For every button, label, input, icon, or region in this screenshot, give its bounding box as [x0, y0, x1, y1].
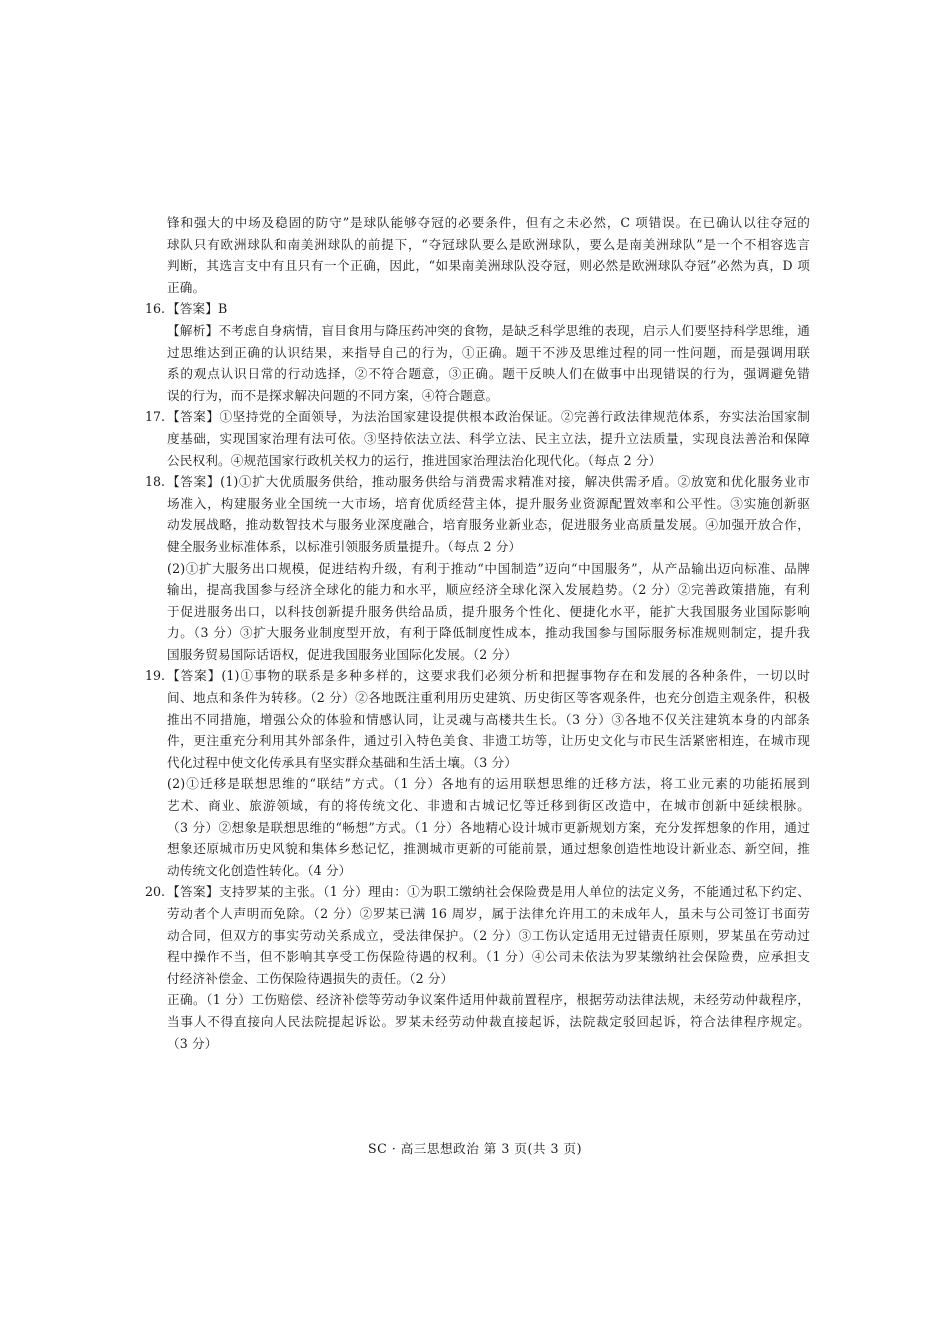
question-number: 16.	[145, 301, 166, 317]
answer-line: 【答案】(1)①事物的联系是多种多样的，这要求我们必须分析和把握事物存在和发展的各种条件，一切以时	[167, 668, 810, 684]
answer-line: 动传统文化创造性转化。（4 分）	[167, 862, 352, 878]
answer-line: 【答案】①坚持党的全面领导，为法治国家建设提供根本政治保证。②完善行政法律规范体系，夯实法治国家制	[167, 409, 810, 425]
analysis-line: 系的观点认识日常的行动选择，②不符合题意，③正确。题干反映人们在做事中出现错误的行为，强调避免错	[167, 366, 810, 382]
answer-line: 当事人不得直接向人民法院提起诉讼。罗某未经劳动仲裁直接起诉，法院裁定驳回起诉，符合法律程序规定。	[167, 1013, 810, 1029]
question-16	[145, 298, 810, 406]
answer-line: （3 分）	[167, 1035, 218, 1051]
question-number: 19.	[145, 668, 166, 684]
question-18	[145, 471, 810, 665]
analysis-line: 误的行为，而不是探求解决问题的不同方案，④符合题意。	[167, 387, 499, 403]
text-line: 判断，其选言支中有且只有一个正确，因此，“如果南美洲球队没夺冠，则必然是欧洲球队夺冠”必然为真，D 项	[167, 258, 810, 274]
answer-line: 健全服务业标准体系，以标准引领服务质量提升。（每点 2 分）	[167, 538, 522, 554]
answer-line: 程中操作不当，但不影响其享受工伤保险待遇的权利。（1 分）④公司未依法为罗某缴纳社会保险费，应承担支	[167, 949, 810, 965]
question-20	[145, 881, 810, 1054]
question-number: 17.	[145, 409, 166, 425]
page-footer: SC · 高三思想政治 第 3 页(共 3 页)	[367, 1141, 583, 1156]
answer-content	[145, 212, 810, 1054]
answer-line: 度基础，实现国家治理有法可依。③坚持依法立法、科学立法、民主立法，提升立法质量，实现良法善治和保障	[167, 430, 810, 446]
answer-line: 劳动者个人声明而免除。（2 分）②罗某已满 16 周岁，属于法律允许用工的未成年人，虽未与公司签订书面劳	[167, 906, 810, 921]
question-number: 20.	[145, 884, 166, 900]
answer-line: 【答案】B	[167, 301, 228, 317]
answer-line: 输出，提高我国参与经济全球化的能力和水平，顺应经济全球化深入发展趋势。（2 分）②完善政策措施，有利	[167, 582, 810, 598]
analysis-line: 过思维达到正确的认识结果，来指导自己的行为，①正确。题干不涉及思维过程的同一性问题，而是强调用联	[167, 344, 810, 360]
answer-line: 公民权利。④规范国家行政机关权力的运行，推进国家治理法治化现代化。（每点 2 分）	[167, 452, 662, 468]
answer-line: 想象还原城市历史风貌和集体乡愁记忆，推测城市更新的可能前景，通过想象创造性地设计新业态、新空间，推	[167, 841, 810, 857]
answer-line: 艺术、商业、旅游领域，有的将传统文化、非遗和古城记忆等迁移到街区改造中，在城市创新中延续根脉。	[167, 798, 810, 814]
question-19	[145, 665, 810, 881]
text-line: 正确。	[167, 279, 206, 295]
answer-line: 国服务贸易国际话语权，促进我国服务业国际化发展。（2 分）	[167, 646, 518, 662]
answer-line: 推出不同措施，增强公众的体验和情感认同，让灵魂与高楼共生长。（3 分）③各地不仅关注建筑本身的内部条	[167, 711, 810, 727]
q15-continuation	[145, 212, 810, 298]
answer-line: 于促进服务出口，以科技创新提升服务供给品质，提升服务个性化、便捷化水平，能扩大我国服务业国际影响	[167, 603, 810, 619]
answer-line: （3 分）②想象是联想思维的“畅想”方式。（1 分）各地精心设计城市更新规划方案，充分发挥想象的作用，通过	[167, 819, 810, 835]
answer-line: 间、地点和条件为转移。（2 分）②各地既注重利用历史建筑、历史街区等客观条件，也充分创造主观条件，积极	[167, 690, 810, 706]
answer-line: (2)①迁移是联想思维的“联结”方式。（1 分）各地有的运用联想思维的迁移方法，将工业元素的功能拓展到	[167, 776, 810, 792]
text-line: 锋和强大的中场及稳固的防守”是球队能够夺冠的必要条件，但有之未必然，C 项错误。在已确认以往夺冠的	[167, 215, 810, 230]
answer-line: 动发展战略，推动数智技术与服务业深度融合，培育服务业新业态，促进服务业高质量发展。④加强开放合作，	[167, 517, 810, 533]
text-line: 球队只有欧洲球队和南美洲球队的前提下，“夺冠球队要么是欧洲球队，要么是南美洲球队”是一个不相容选言	[167, 236, 810, 252]
answer-line: 付经济补偿金、工伤保险待遇损失的责任。（2 分）	[167, 970, 454, 986]
answer-line: (2)①扩大服务出口规模，促进结构升级，有利于推动“中国制造”迈向“中国服务”，从产品输出迈向标准、品牌	[167, 560, 810, 576]
question-number: 18.	[145, 474, 166, 490]
question-17	[145, 406, 810, 471]
answer-line: 动合同，但双方的事实劳动关系成立，受法律保护。（2 分）③工伤认定适用无过错责任原则，罗某虽在劳动过	[167, 927, 810, 943]
answer-line: 场准入，构建服务业全国统一大市场，培育优质经营主体，提升服务业资源配置效率和公平性。③实施创新驱	[167, 495, 810, 511]
answer-line: 正确。（1 分）工伤赔偿、经济补偿等劳动争议案件适用仲裁前置程序，根据劳动法律法规，未经劳动仲裁程序，	[167, 992, 810, 1008]
answer-line: 力。（3 分）③扩大服务业制度型开放，有利于降低制度性成本，推动我国参与国际服务标准规则制定，提升我	[167, 625, 810, 641]
answer-line: 【答案】支持罗某的主张。（1 分）理由：①为职工缴纳社会保险费是用人单位的法定义务，不能通过私下约定、	[167, 884, 810, 900]
answer-line: 代化过程中使文化传承具有坚实群众基础和生活土壤。（3 分）	[167, 754, 518, 770]
answer-line: 【答案】(1)①扩大优质服务供给，推动服务供给与消费需求精准对接，解决供需矛盾。②放宽和优化服务业市	[167, 474, 810, 490]
answer-line: 件，更注重充分利用其外部条件，通过引入特色美食、非遗工坊等，让历史文化与市民生活紧密相连，在城市现	[167, 733, 810, 749]
analysis-line: 【解析】不考虑自身病情，盲目食用与降压药冲突的食物，是缺乏科学思维的表现，启示人们要坚持科学思维，通	[167, 322, 810, 338]
